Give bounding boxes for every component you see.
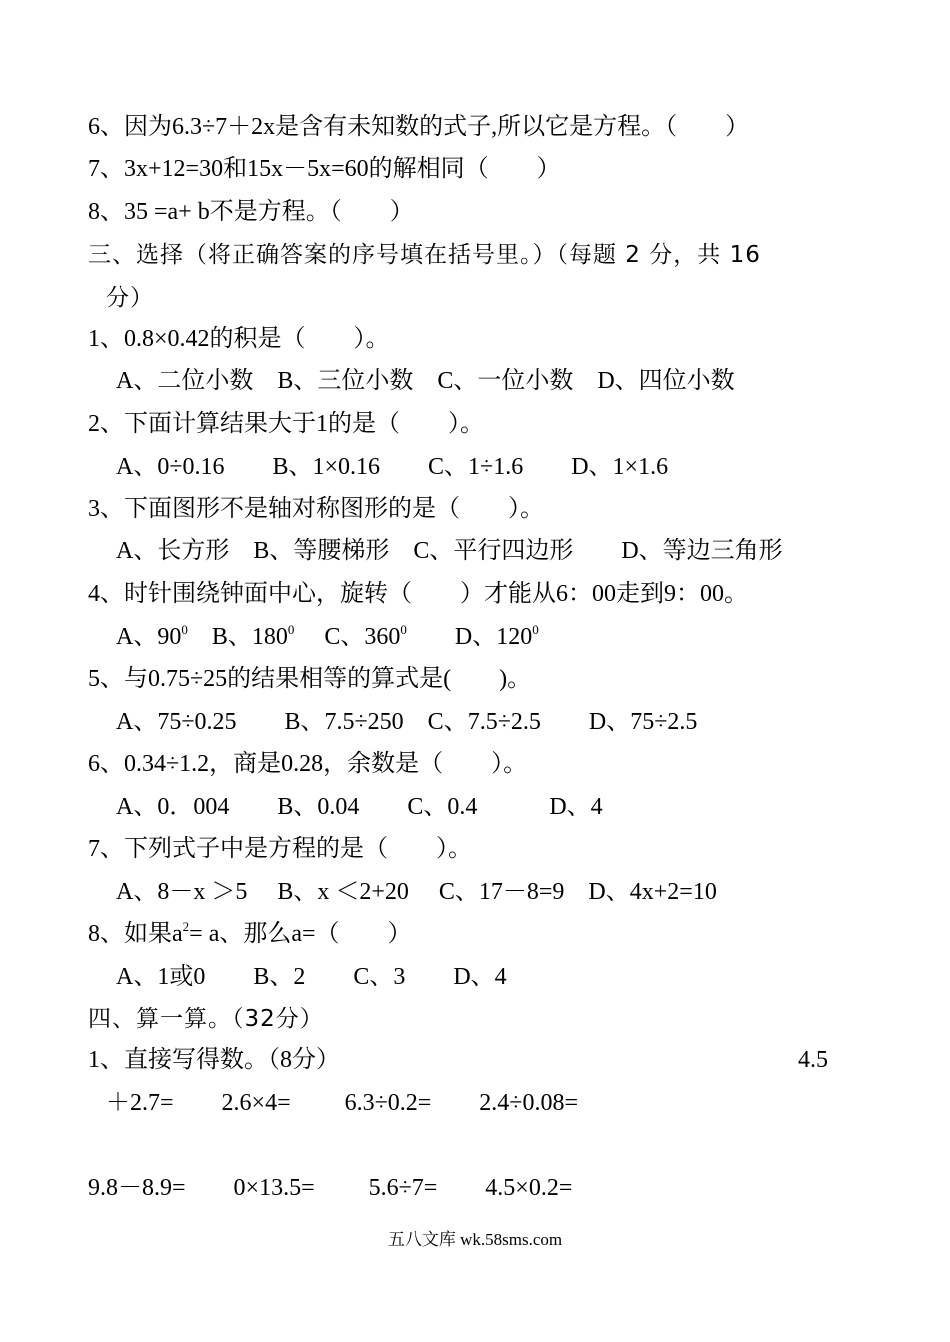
section4-sub1: 1、直接写得数。（8分） bbox=[88, 1047, 340, 1073]
choice-q8-options: A、1或0 B、2 C、3 D、4 bbox=[116, 964, 507, 990]
choice-q4: 4、时针围绕钟面中心，旋转（ ）才能从6：00走到9：00。 bbox=[88, 581, 748, 607]
q4-option-a: A、$90^0$ bbox=[116, 622, 188, 650]
footer-watermark: 五八文库 wk.58sms.com bbox=[387, 1230, 563, 1249]
q4-option-c: C、$360^0$ bbox=[324, 622, 407, 650]
q4-option-d: D、$120^0$ bbox=[454, 622, 539, 650]
q4-option-b: B、$180^0$ bbox=[211, 622, 295, 650]
choice-q2: 2、下面计算结果大于1的是（ ）。 bbox=[88, 411, 484, 437]
choice-q7: 7、下列式子中是方程的是（ ）。 bbox=[88, 836, 472, 862]
choice-q7-options: A、8－x ＞5 B、x ＜2+20 C、17－8=9 D、4x+2=10 bbox=[116, 879, 717, 905]
choice-q8: 8、如果$a^2= a$、那么a=（ ） bbox=[88, 919, 412, 947]
calc-row-2: 9.8－8.9= 0×13.5= 5.6÷7= 4.5×0.2= bbox=[88, 1175, 573, 1201]
choice-q6: 6、0.34÷1.2，商是0.28，余数是（ ）。 bbox=[88, 751, 528, 777]
section3-title-cont: 分） bbox=[106, 285, 154, 311]
choice-q5: 5、与0.75÷25的结果相等的算式是( )。 bbox=[88, 666, 532, 692]
section3-title: 三、选择（将正确答案的序号填在括号里。）（每题 2 分，共 16 bbox=[88, 242, 761, 268]
calc-row-1: ＋2.7= 2.6×4= 6.3÷0.2= 2.4÷0.08= bbox=[106, 1090, 579, 1116]
judgement-item-8: 8、35 =a+ b不是方程。（ ） bbox=[88, 199, 414, 225]
calc-first-number: 4.5 bbox=[798, 1047, 828, 1073]
choice-q5-options: A、75÷0.25 B、7.5÷250 C、7.5÷2.5 D、75÷2.5 bbox=[116, 709, 698, 735]
choice-q3: 3、下面图形不是轴对称图形的是（ ）。 bbox=[88, 496, 544, 522]
judgement-item-7: 7、3x+12=30和15x－5x=60的解相同（ ） bbox=[88, 156, 561, 182]
section4-title: 四、算一算。（32分） bbox=[88, 1006, 324, 1032]
judgement-item-6: 6、因为6.3÷7＋2x是含有未知数的式子,所以它是方程。（ ） bbox=[88, 114, 750, 140]
choice-q3-options: A、长方形 B、等腰梯形 C、平行四边形 D、等边三角形 bbox=[116, 538, 783, 564]
choice-q1-options: A、二位小数 B、三位小数 C、一位小数 D、四位小数 bbox=[116, 368, 735, 394]
choice-q6-options: A、0．004 B、0.04 C、0.4 D、4 bbox=[116, 794, 603, 820]
choice-q4-options bbox=[116, 622, 539, 652]
choice-q1: 1、0.8×0.42的积是（ ）。 bbox=[88, 326, 390, 352]
choice-q2-options: A、0÷0.16 B、1×0.16 C、1÷1.6 D、1×1.6 bbox=[116, 454, 669, 480]
